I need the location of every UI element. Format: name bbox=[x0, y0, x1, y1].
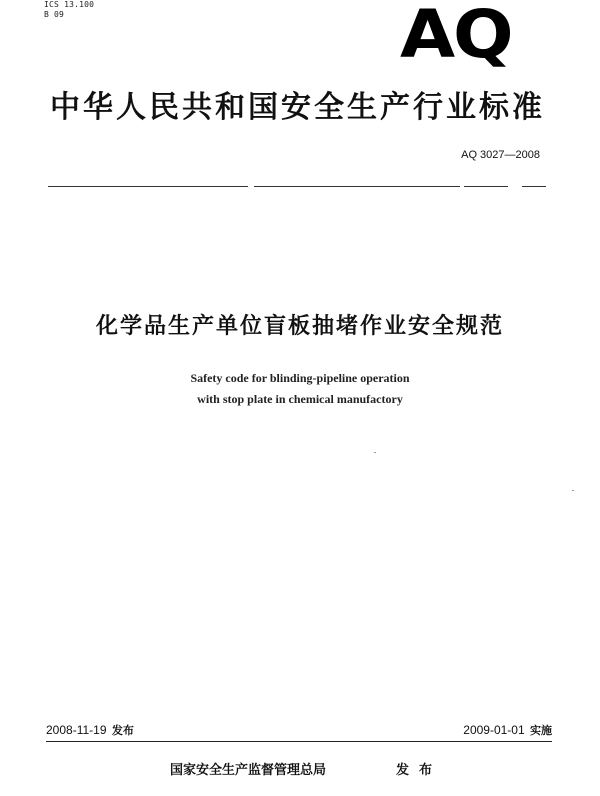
issuing-authority: 国家安全生产监督管理总局 bbox=[170, 763, 327, 778]
footer-divider bbox=[46, 741, 552, 742]
divider-gap bbox=[508, 183, 522, 191]
english-title-line-1: Safety code for blinding-pipeline operation bbox=[190, 371, 410, 385]
ics-code: ICS 13.100 bbox=[44, 0, 95, 9]
document-title-chinese: 化学品生产单位盲板抽堵作业安全规范 bbox=[95, 314, 504, 339]
scan-speck bbox=[572, 490, 574, 491]
ccs-code: B 09 bbox=[44, 10, 65, 19]
effective-date-block bbox=[463, 722, 552, 739]
divider-gap bbox=[460, 183, 464, 191]
aq-logo: AQ bbox=[400, 0, 512, 73]
header-divider bbox=[48, 186, 546, 187]
document-title-english bbox=[0, 368, 600, 410]
issue-date: 2008-11-19 bbox=[46, 723, 107, 737]
standard-category-title: 中华人民共和国安全生产行业标准 bbox=[50, 90, 545, 125]
english-title-line-2: with stop plate in chemical manufactory bbox=[197, 392, 403, 406]
issue-date-block bbox=[46, 722, 134, 739]
divider-gap bbox=[248, 183, 254, 191]
effective-label: 实施 bbox=[530, 724, 552, 737]
scan-speck bbox=[374, 452, 376, 453]
issue-word: 发布 bbox=[396, 763, 443, 778]
effective-date: 2009-01-01 bbox=[463, 723, 525, 737]
issue-label: 发布 bbox=[111, 724, 134, 737]
standard-number: AQ 3027—2008 bbox=[461, 149, 540, 161]
classification-codes bbox=[44, 0, 94, 20]
